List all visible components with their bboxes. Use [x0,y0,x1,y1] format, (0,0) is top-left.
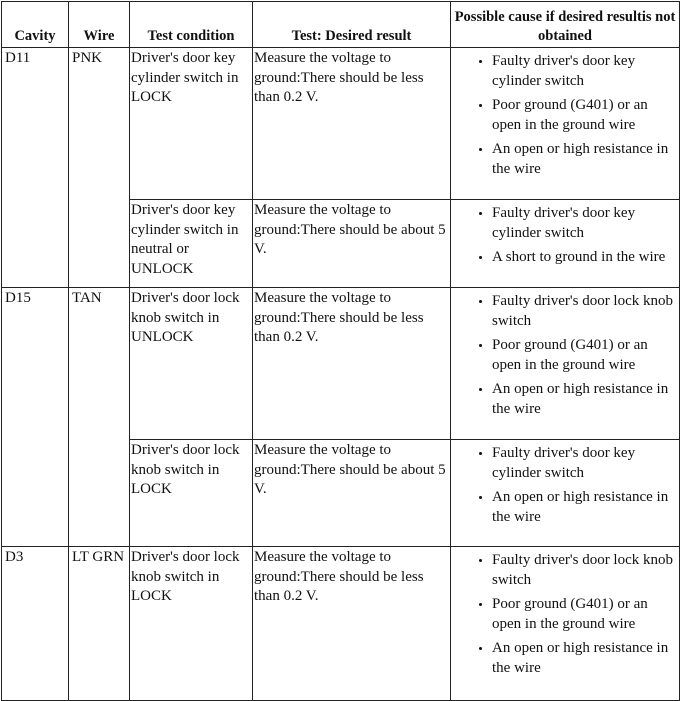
cavity-cell: D3 [2,547,69,701]
header-test-condition: Test condition [130,2,253,48]
header-cavity: Cavity [2,2,69,48]
header-desired-result: Test: Desired result [253,2,451,48]
condition-cell: Driver's door key cylinder switch in LOCK [130,48,253,200]
wire-cell: LT GRN [69,547,130,701]
cause-item: • Poor ground (G401) or an open in the ground wire [492,336,678,375]
cause-item: • An open or high resistance in the wire [492,140,678,179]
cause-item: • Faulty driver's door lock knob switch [492,292,678,331]
cause-item: • An open or high resistance in the wire [492,488,678,527]
test-table [1,1,680,701]
condition-cell: Driver's door lock knob switch in UNLOCK [130,288,253,440]
cause-item: • Poor ground (G401) or an open in the ground wire [492,595,678,634]
cause-item: • Faulty driver's door lock knob switch [492,551,678,590]
causes-cell [451,288,680,440]
cause-item: • A short to ground in the wire [492,248,678,268]
result-cell: Measure the voltage to ground:There should be less than 0.2 V. [253,48,451,200]
cavity-cell: D15 [2,288,69,547]
cause-item: • Faulty driver's door key cylinder switch [492,444,678,483]
result-cell: Measure the voltage to ground:There should be about 5 V. [253,440,451,547]
table-row [2,288,680,440]
header-wire: Wire [69,2,130,48]
cause-item: • An open or high resistance in the wire [492,380,678,419]
result-cell: Measure the voltage to ground:There should be less than 0.2 V. [253,547,451,701]
condition-cell: Driver's door lock knob switch in LOCK [130,547,253,701]
wire-cell: PNK [69,48,130,288]
cause-item: • Poor ground (G401) or an open in the ground wire [492,96,678,135]
cause-item: • An open or high resistance in the wire [492,639,678,678]
cause-item: • Faulty driver's door key cylinder switch [492,52,678,91]
causes-cell [451,200,680,288]
result-cell: Measure the voltage to ground:There should be less than 0.2 V. [253,288,451,440]
causes-cell [451,48,680,200]
condition-cell: Driver's door key cylinder switch in neutral or UNLOCK [130,200,253,288]
table-row [2,547,680,701]
result-cell: Measure the voltage to ground:There should be about 5 V. [253,200,451,288]
causes-cell [451,547,680,701]
wire-cell: TAN [69,288,130,547]
table-header [2,2,680,48]
causes-cell [451,440,680,547]
condition-cell: Driver's door lock knob switch in LOCK [130,440,253,547]
cause-item: • Faulty driver's door key cylinder switch [492,204,678,243]
cavity-cell: D11 [2,48,69,288]
header-possible-cause: Possible cause if desired resultis not obtained [451,2,680,48]
table-row [2,48,680,200]
